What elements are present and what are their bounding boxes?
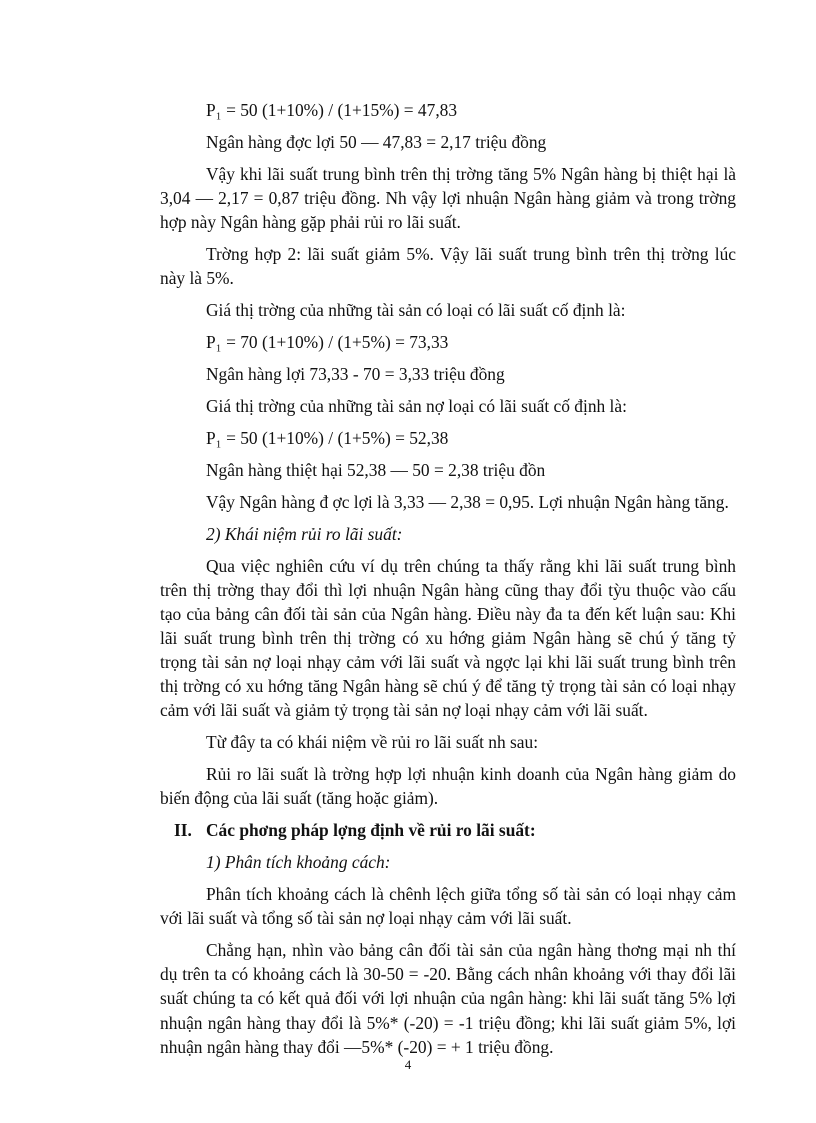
bank-loss-line: Ngân hàng thiệt hại 52,38 — 50 = 2,38 triệu đồn (206, 460, 546, 481)
concept-intro-line: Từ đây ta có khái niệm về rủi ro lãi suất nh sau: (206, 732, 539, 753)
paragraph-case2: Trờng hợp 2: lãi suất giảm 5%. Vậy lãi suất trung bình trên thị trờng lúc này là 5%. (160, 244, 736, 289)
bank-gain-line-2: Ngân hàng lợi 73,33 - 70 = 3,33 triệu đồng (206, 364, 505, 385)
paragraph-loss-case1: Vậy khi lãi suất trung bình trên thị trờng tăng 5% Ngân hàng bị thiệt hại là 3,04 — 2,17 = 0,87 triệu đồng. Nh vậy lợi nhuận Ngân hàng giảm và trong trờng hợp này Ngân hàng gặp phải rủi ro lãi suất. (160, 164, 736, 233)
paragraph-research-conclusion: Qua việc nghiên cứu ví dụ trên chúng ta thấy rằng khi lãi suất trung bình trên thị trờng thay đổi thì lợi nhuận Ngân hàng cũng thay đổi tỳu thuộc vào cấu tạo của bảng cân đối tài sản của Ngân hàng. Điều này đa ta đến kết luận sau: Khi lãi suất trung bình trên thị trờng có xu hớng giảm Ngân hàng sẽ chú ý tăng tỷ trọng tài sản nợ loại nhạy cảm với lãi suất và ngợc lại khi lãi suất trung bình trên thị trờng có xu hớng tăng Ngân hàng sẽ chú ý để tăng tỷ trọng tài sản có loại nhạy cảm với lãi suất và giảm tỷ trọng tài sản nợ loại nhạy cảm với lãi suất. (160, 556, 736, 721)
section-number: II. (174, 820, 192, 841)
page-number: 4 (404, 1057, 412, 1072)
liability-market-value-line: Giá thị trờng của những tài sản nợ loại có lãi suất cố định là: (206, 396, 627, 417)
section-heading (174, 818, 736, 842)
formula-p1-50-5: P₁ = 50 (1+10%) / (1+5%) = 52,38 (206, 428, 449, 449)
formula-p1-50-15: P₁ = 50 (1+10%) / (1+15%) = 47,83 (206, 100, 458, 120)
formula-p1-70-5: P₁ = 70 (1+10%) / (1+5%) = 73,33 (206, 332, 449, 353)
paragraph-risk-definition: Rủi ro lãi suất là trờng hợp lợi nhuận kinh doanh của Ngân hàng giảm do biến động của lãi suất (tăng hoặc giảm). (160, 764, 736, 809)
bank-gain-line: Ngân hàng đợc lợi 50 — 47,83 = 2,17 triệu đồng (206, 132, 547, 153)
paragraph-gap-example: Chẳng hạn, nhìn vào bảng cân đối tài sản của ngân hàng thơng mại nh thí dụ trên ta có khoảng cách là 30-50 = -20. Bằng cách nhân khoảng với thay đổi lãi suất chúng ta có kết quả đối với lợi nhuận của ngân hàng: khi lãi suất tăng 5% lợi nhuận ngân hàng thay đổi là 5%* (-20) = -1 triệu đồng; khi lãi suất giảm 5%, lợi nhuận ngân hàng thay đổi —5%* (-20) = + 1 triệu đồng. (160, 940, 736, 1057)
section-title: Các phơng pháp lợng định về rủi ro lãi suất: (206, 820, 536, 841)
asset-market-value-line: Giá thị trờng của những tài sản có loại có lãi suất cố định là: (206, 300, 626, 321)
subheading-gap-analysis: 1) Phân tích khoảng cách: (206, 852, 391, 873)
subheading-interest-risk-concept: 2) Khái niệm rủi ro lãi suất: (206, 524, 403, 545)
paragraph-gap-definition: Phân tích khoảng cách là chênh lệch giữa tổng số tài sản có loại nhạy cảm với lãi suất và tổng số tài sản nợ loại nhạy cảm với lãi suất. (160, 884, 736, 929)
net-profit-line: Vậy Ngân hàng đ ợc lợi là 3,33 — 2,38 = 0,95. Lợi nhuận Ngân hàng tăng. (206, 492, 729, 513)
